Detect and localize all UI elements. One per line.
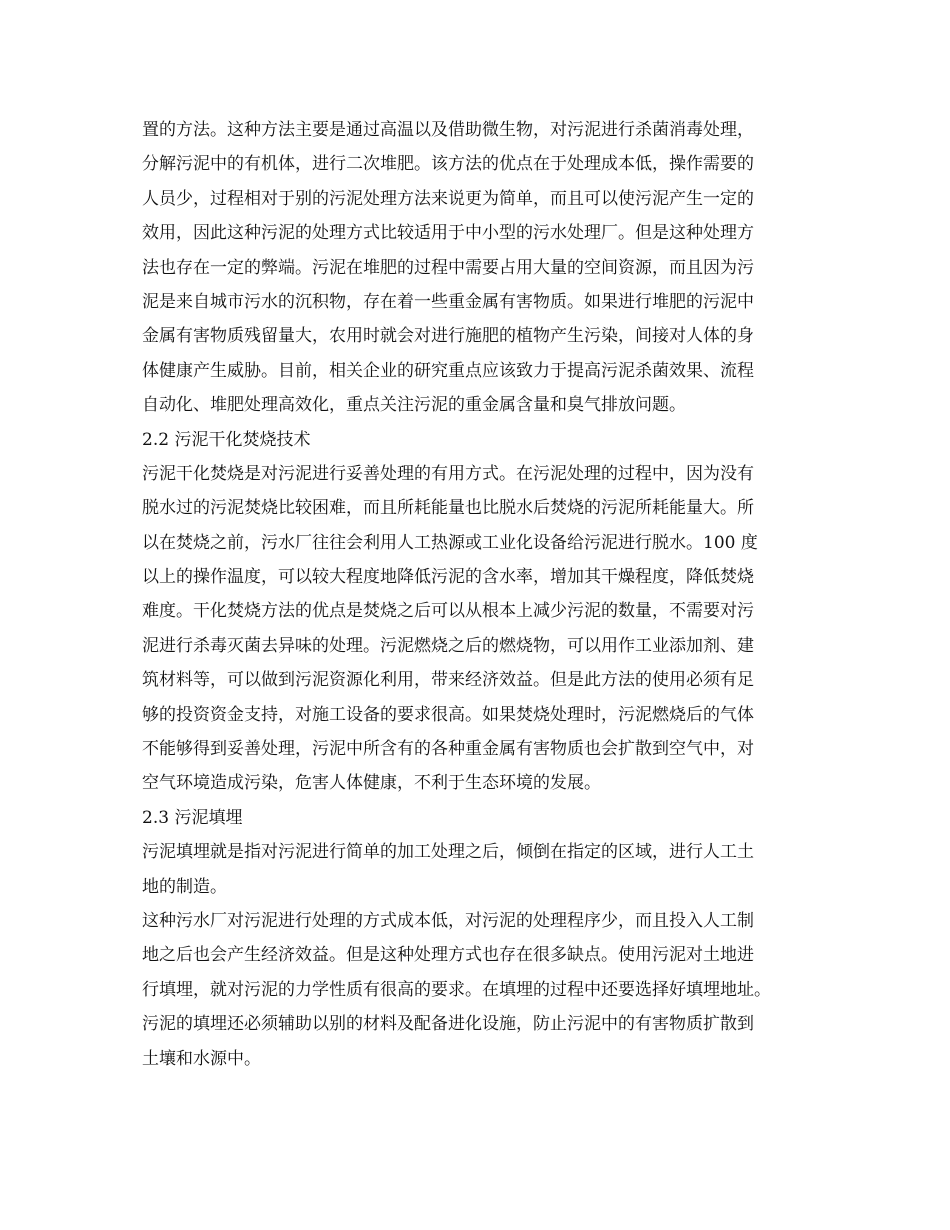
section-heading: 2.2 污泥干化焚烧技术 <box>142 429 311 450</box>
paragraph-line: 地的制造。 <box>142 876 227 897</box>
paragraph-line: 污泥干化焚烧是对污泥进行妥善处理的有用方式。在污泥处理的过程中，因为没有 <box>142 463 754 484</box>
paragraph-line: 体健康产生威胁。目前，相关企业的研究重点应该致力于提高污泥杀菌效果、流程 <box>142 360 754 381</box>
paragraph-line: 土壤和水源中。 <box>142 1048 261 1069</box>
paragraph-line: 行填埋，就对污泥的力学性质有很高的要求。在填埋的过程中还要选择好填埋地址。 <box>142 979 771 1000</box>
paragraph-line: 污泥填埋就是指对污泥进行简单的加工处理之后，倾倒在指定的区域，进行人工土 <box>142 842 754 863</box>
section-heading: 2.3 污泥填埋 <box>142 807 243 828</box>
paragraph-line: 人员少，过程相对于别的污泥处理方法来说更为简单，而且可以使污泥产生一定的 <box>142 188 754 209</box>
paragraph-line: 泥是来自城市污水的沉积物，存在着一些重金属有害物质。如果进行堆肥的污泥中 <box>142 291 754 312</box>
paragraph-line: 脱水过的污泥焚烧比较困难，而且所耗能量也比脱水后焚烧的污泥所耗能量大。所 <box>142 498 754 519</box>
paragraph-line: 以在焚烧之前，污水厂往往会利用人工热源或工业化设备给污泥进行脱水。100 度 <box>142 532 758 553</box>
paragraph-line: 法也存在一定的弊端。污泥在堆肥的过程中需要占用大量的空间资源，而且因为污 <box>142 257 754 278</box>
paragraph-line: 不能够得到妥善处理，污泥中所含有的各种重金属有害物质也会扩散到空气中，对 <box>142 739 754 760</box>
paragraph-line: 泥进行杀毒灭菌去异味的处理。污泥燃烧之后的燃烧物，可以用作工业添加剂、建 <box>142 635 754 656</box>
paragraph-line: 难度。干化焚烧方法的优点是焚烧之后可以从根本上减少污泥的数量，不需要对污 <box>142 601 754 622</box>
paragraph-line: 效用，因此这种污泥的处理方式比较适用于中小型的污水处理厂。但是这种处理方 <box>142 223 754 244</box>
paragraph-line: 空气环境造成污染，危害人体健康，不利于生态环境的发展。 <box>142 773 601 794</box>
paragraph-line: 这种污水厂对污泥进行处理的方式成本低，对污泥的处理程序少，而且投入人工制 <box>142 910 754 931</box>
paragraph-line: 分解污泥中的有机体，进行二次堆肥。该方法的优点在于处理成本低，操作需要的 <box>142 154 754 175</box>
paragraph-line: 筑材料等，可以做到污泥资源化利用，带来经济效益。但是此方法的使用必须有足 <box>142 670 754 691</box>
paragraph-line: 污泥的填埋还必须辅助以别的材料及配备进化设施，防止污泥中的有害物质扩散到 <box>142 1014 754 1035</box>
paragraph-line: 地之后也会产生经济效益。但是这种处理方式也存在很多缺点。使用污泥对土地进 <box>142 945 754 966</box>
document-body <box>142 113 812 1076</box>
paragraph-line: 置的方法。这种方法主要是通过高温以及借助微生物，对污泥进行杀菌消毒处理， <box>142 120 754 140</box>
paragraph-line: 够的投资资金支持，对施工设备的要求很高。如果焚烧处理时，污泥燃烧后的气体 <box>142 704 754 725</box>
paragraph-line: 以上的操作温度，可以较大程度地降低污泥的含水率，增加其干燥程度，降低焚烧 <box>142 567 754 588</box>
paragraph-line: 自动化、堆肥处理高效化，重点关注污泥的重金属含量和臭气排放问题。 <box>142 395 686 416</box>
paragraph-line: 金属有害物质残留量大，农用时就会对进行施肥的植物产生污染，间接对人体的身 <box>142 326 754 347</box>
